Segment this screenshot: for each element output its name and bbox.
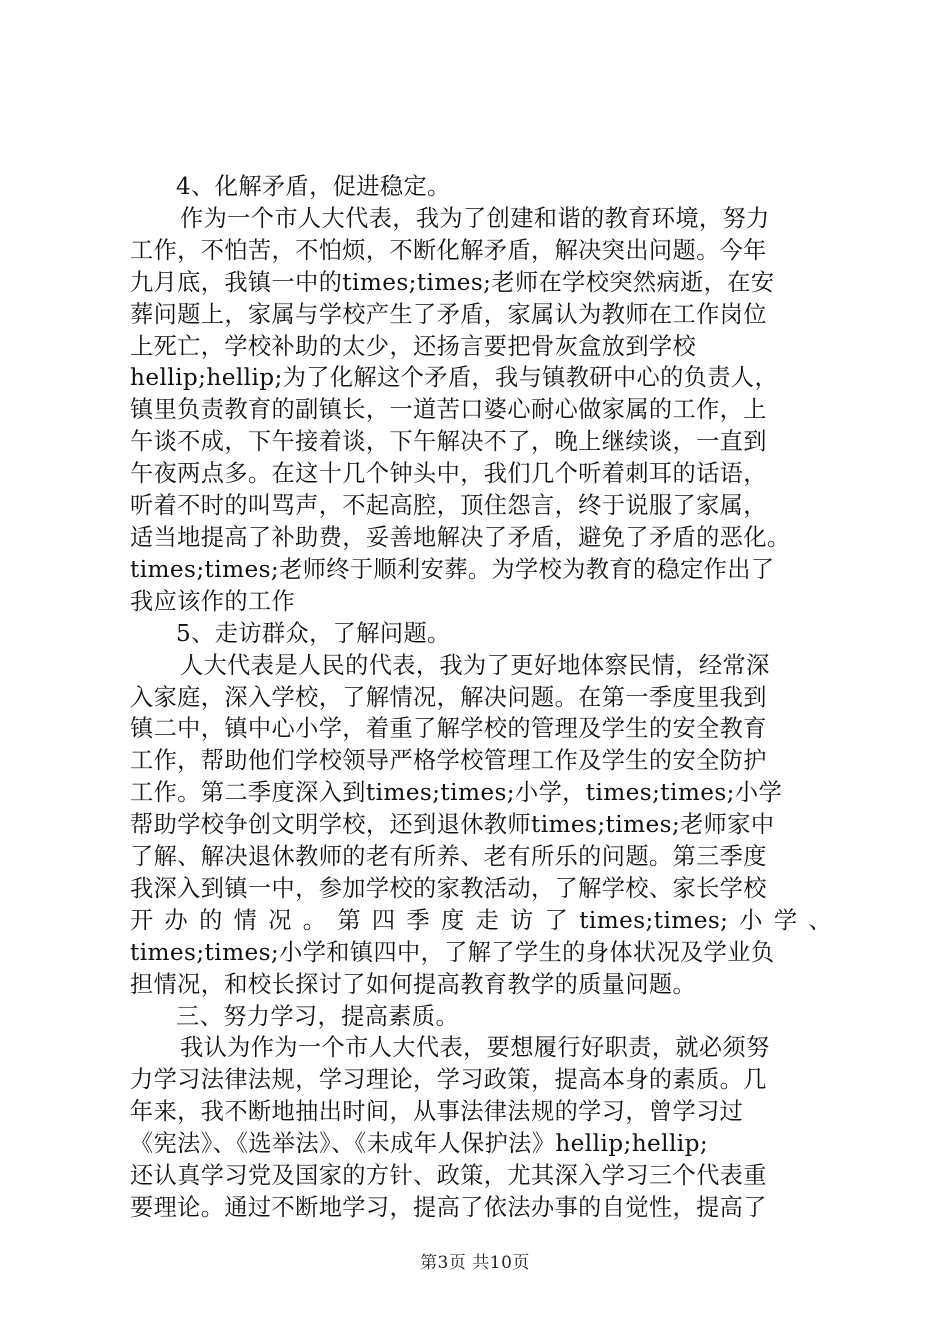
text-line: 午谈不成，下午接着谈，下午解决不了，晚上继续谈，一直到 <box>130 428 767 456</box>
text-line: 工作，帮助他们学校领导严格学校管理工作及学生的安全防护 <box>130 747 767 775</box>
text-line: 工作，不怕苦，不怕烦，不断化解矛盾，解决突出问题。今年 <box>130 236 767 264</box>
text-line: 镇里负责教育的副镇长，一道苦口婆心耐心做家属的工作，上 <box>130 396 767 424</box>
text-line: 听着不时的叫骂声，不起高腔，顶住怨言，终于说服了家属， <box>130 492 767 520</box>
text-line: times;times;老师终于顺利安葬。为学校为教育的稳定作出了 <box>130 555 775 583</box>
page-footer: 第3页 共10页 <box>420 1253 530 1273</box>
text-line: 担情况，和校长探讨了如何提高教育教学的质量问题。 <box>130 970 697 998</box>
text-line: 我应该作的工作 <box>130 587 296 615</box>
text-line: 人大代表是人民的代表，我为了更好地体察民情，经常深 <box>180 651 770 679</box>
section-heading <box>130 171 832 203</box>
body-paragraph <box>130 650 832 1001</box>
text-line: 三、努力学习，提高素质。 <box>176 1002 460 1030</box>
text-line: times;times;小学和镇四中，了解了学生的身体状况及学业负 <box>130 938 775 966</box>
text-line: 还认真学习党及国家的方针、政策，尤其深入学习三个代表重 <box>130 1162 767 1190</box>
section-heading <box>130 618 832 650</box>
text-line: 了解、解决退休教师的老有所养、老有所乐的问题。第三季度 <box>130 843 767 871</box>
text-line: 帮助学校争创文明学校，还到退休教师times;times;老师家中 <box>130 811 775 839</box>
body-paragraph <box>130 203 832 618</box>
body-paragraph <box>130 1032 832 1223</box>
text-line: 年来，我不断地抽出时间，从事法律法规的学习，曾学习过 <box>130 1098 744 1126</box>
text-line: 4、化解矛盾，促进稳定。 <box>176 173 451 200</box>
text-line: 我深入到镇一中，参加学校的家教活动，了解学校、家长学校 <box>130 874 767 902</box>
text-line: 上死亡，学校补助的太少，还扬言要把骨灰盒放到学校 <box>130 332 697 360</box>
text-line: 午夜两点多。在这十几个钟头中，我们几个听着刺耳的话语， <box>130 460 767 488</box>
text-line: 我认为作为一个市人大代表，要想履行好职责，就必须努 <box>180 1034 770 1062</box>
text-line: 工作。第二季度深入到times;times;小学，times;times;小学 <box>130 779 783 807</box>
text-line: 九月底，我镇一中的times;times;老师在学校突然病逝，在安 <box>130 268 775 296</box>
text-line: 镇二中，镇中心小学，着重了解学校的管理及学生的安全教育 <box>130 715 767 743</box>
text-line: 葬问题上，家属与学校产生了矛盾，家属认为教师在工作岗位 <box>130 300 767 328</box>
text-line: 《宪法》、《选举法》、《未成年人保护法》hellip;hellip; <box>130 1130 709 1158</box>
text-line: 5、走访群众，了解问题。 <box>176 619 451 647</box>
text-line: 适当地提高了补助费，妥善地解决了矛盾，避免了矛盾的恶化。 <box>130 523 791 551</box>
text-line: 开办的情况。第四季度走访了times;times;小学、 <box>130 906 832 934</box>
text-line: 入家庭，深入学校，了解情况，解决问题。在第一季度里我到 <box>130 683 767 711</box>
document-body <box>130 171 832 1224</box>
text-line: 要理论。通过不断地学习，提高了依法办事的自觉性，提高了 <box>130 1194 767 1221</box>
text-line: 力学习法律法规，学习理论，学习政策，提高本身的素质。几 <box>130 1066 767 1094</box>
section-heading <box>130 1001 832 1033</box>
text-line: hellip;hellip;为了化解这个矛盾，我与镇教研中心的负责人， <box>130 364 779 392</box>
text-line: 作为一个市人大代表，我为了创建和谐的教育环境，努力 <box>180 204 770 232</box>
